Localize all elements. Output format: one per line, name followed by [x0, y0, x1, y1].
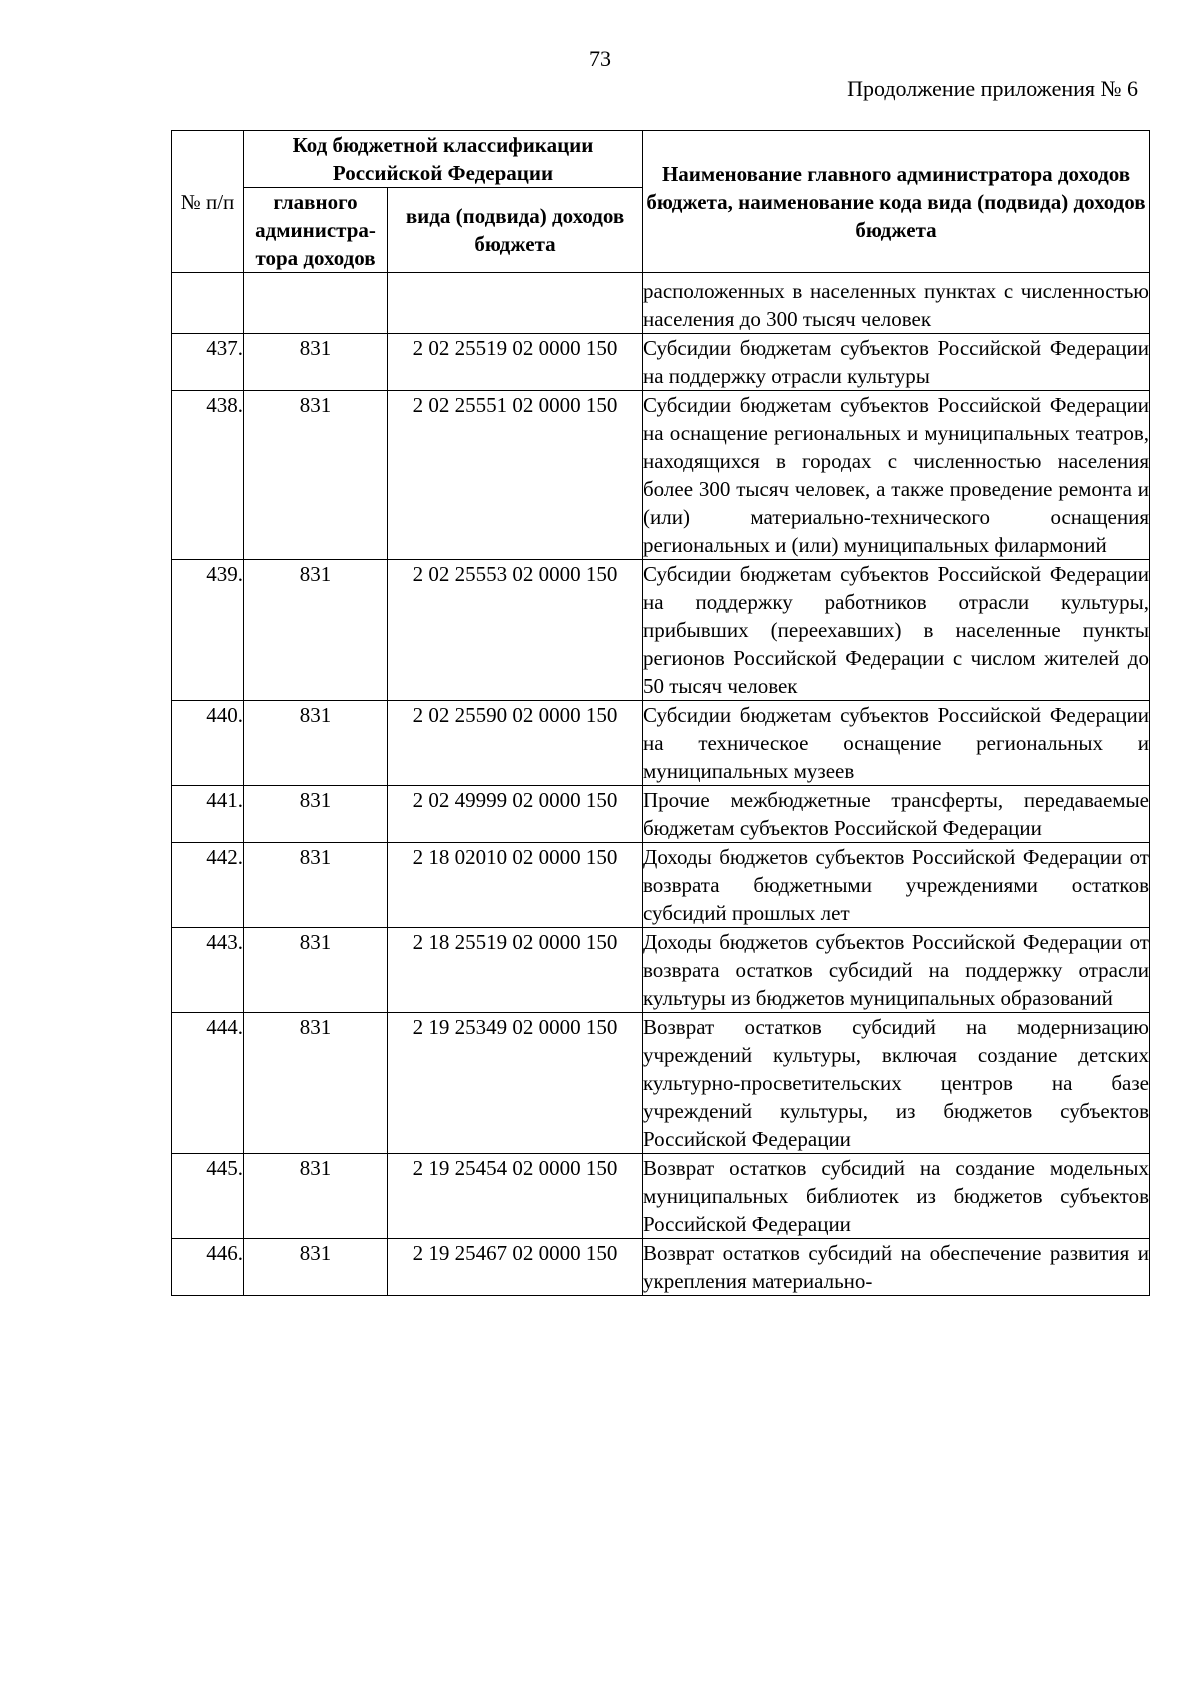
table-row — [172, 701, 1150, 786]
admin-code: 831 — [244, 1154, 388, 1239]
row-number: 442. — [172, 843, 244, 928]
income-code: 2 19 25349 02 0000 150 — [388, 1013, 643, 1154]
page-number: 73 — [589, 46, 611, 71]
row-description: Субсидии бюджетам субъектов Российской Федерации на поддержку работников отрасли культуры, прибывших (переехавших) в населенные пункты регионов Российской Федерации с числом жителей до 50 тысяч человек — [643, 560, 1150, 701]
row-description: Субсидии бюджетам субъектов Российской Федерации на поддержку отрасли культуры — [643, 334, 1150, 391]
row-description: Возврат остатков субсидий на обеспечение развития и укрепления материально- — [643, 1239, 1150, 1296]
continuation-num-cell — [172, 273, 244, 334]
row-number: 439. — [172, 560, 244, 701]
income-code: 2 02 25590 02 0000 150 — [388, 701, 643, 786]
header-kbk-group: Код бюджетной классификации Российской Федерации — [244, 131, 643, 188]
admin-code: 831 — [244, 334, 388, 391]
continuation-admin-cell — [244, 273, 388, 334]
income-code: 2 18 25519 02 0000 150 — [388, 928, 643, 1013]
income-code: 2 02 25519 02 0000 150 — [388, 334, 643, 391]
admin-code: 831 — [244, 391, 388, 560]
row-number: 438. — [172, 391, 244, 560]
row-description: Возврат остатков субсидий на создание модельных муниципальных библиотек из бюджетов субъектов Российской Федерации — [643, 1154, 1150, 1239]
table-row — [172, 928, 1150, 1013]
income-code: 2 18 02010 02 0000 150 — [388, 843, 643, 928]
table-row — [172, 1013, 1150, 1154]
income-code: 2 02 49999 02 0000 150 — [388, 786, 643, 843]
row-number: 444. — [172, 1013, 244, 1154]
table-row — [172, 1154, 1150, 1239]
admin-code: 831 — [244, 786, 388, 843]
table-row — [172, 1239, 1150, 1296]
income-code: 2 19 25467 02 0000 150 — [388, 1239, 643, 1296]
row-description: Субсидии бюджетам субъектов Российской Федерации на техническое оснащение региональных и муниципальных музеев — [643, 701, 1150, 786]
row-number: 440. — [172, 701, 244, 786]
continuation-description: расположенных в населенных пунктах с численностью населения до 300 тысяч человек — [643, 273, 1150, 334]
row-number: 441. — [172, 786, 244, 843]
table-body — [172, 273, 1150, 1296]
admin-code: 831 — [244, 928, 388, 1013]
continuation-code-cell — [388, 273, 643, 334]
admin-code: 831 — [244, 560, 388, 701]
row-number: 437. — [172, 334, 244, 391]
row-description: Возврат остатков субсидий на модернизацию учреждений культуры, включая создание детских культурно-просветительских центров на базе учреждений культуры, из бюджетов субъектов Российской Федерации — [643, 1013, 1150, 1154]
admin-code: 831 — [244, 843, 388, 928]
admin-code: 831 — [244, 1013, 388, 1154]
header-admin-code: главного администра-тора доходов — [244, 188, 388, 273]
budget-classification-table — [171, 130, 1150, 1296]
header-name: Наименование главного администратора доходов бюджета, наименование кода вида (подвида) доходов бюджета — [643, 131, 1150, 273]
appendix-note: Продолжение приложения № 6 — [847, 76, 1138, 101]
table-row — [172, 786, 1150, 843]
row-number: 443. — [172, 928, 244, 1013]
row-description: Доходы бюджетов субъектов Российской Федерации от возврата бюджетными учреждениями остатков субсидий прошлых лет — [643, 843, 1150, 928]
row-description: Доходы бюджетов субъектов Российской Федерации от возврата остатков субсидий на поддержку отрасли культуры из бюджетов муниципальных образований — [643, 928, 1150, 1013]
row-description: Субсидии бюджетам субъектов Российской Федерации на оснащение региональных и муниципальных театров, находящихся в городах с численностью населения более 300 тысяч человек, а также проведение ремонта и (или) материально-технического оснащения региональных и (или) муниципальных филармоний — [643, 391, 1150, 560]
table-row — [172, 391, 1150, 560]
income-code: 2 02 25551 02 0000 150 — [388, 391, 643, 560]
header-income-type-code: вида (подвида) доходов бюджета — [388, 188, 643, 273]
table-row — [172, 560, 1150, 701]
table-header — [172, 131, 1150, 273]
row-number: 446. — [172, 1239, 244, 1296]
table-row — [172, 334, 1150, 391]
income-code: 2 02 25553 02 0000 150 — [388, 560, 643, 701]
income-code: 2 19 25454 02 0000 150 — [388, 1154, 643, 1239]
header-number: № п/п — [172, 131, 244, 273]
row-number: 445. — [172, 1154, 244, 1239]
admin-code: 831 — [244, 701, 388, 786]
row-description: Прочие межбюджетные трансферты, передаваемые бюджетам субъектов Российской Федерации — [643, 786, 1150, 843]
continuation-row — [172, 273, 1150, 334]
table-row — [172, 843, 1150, 928]
admin-code: 831 — [244, 1239, 388, 1296]
